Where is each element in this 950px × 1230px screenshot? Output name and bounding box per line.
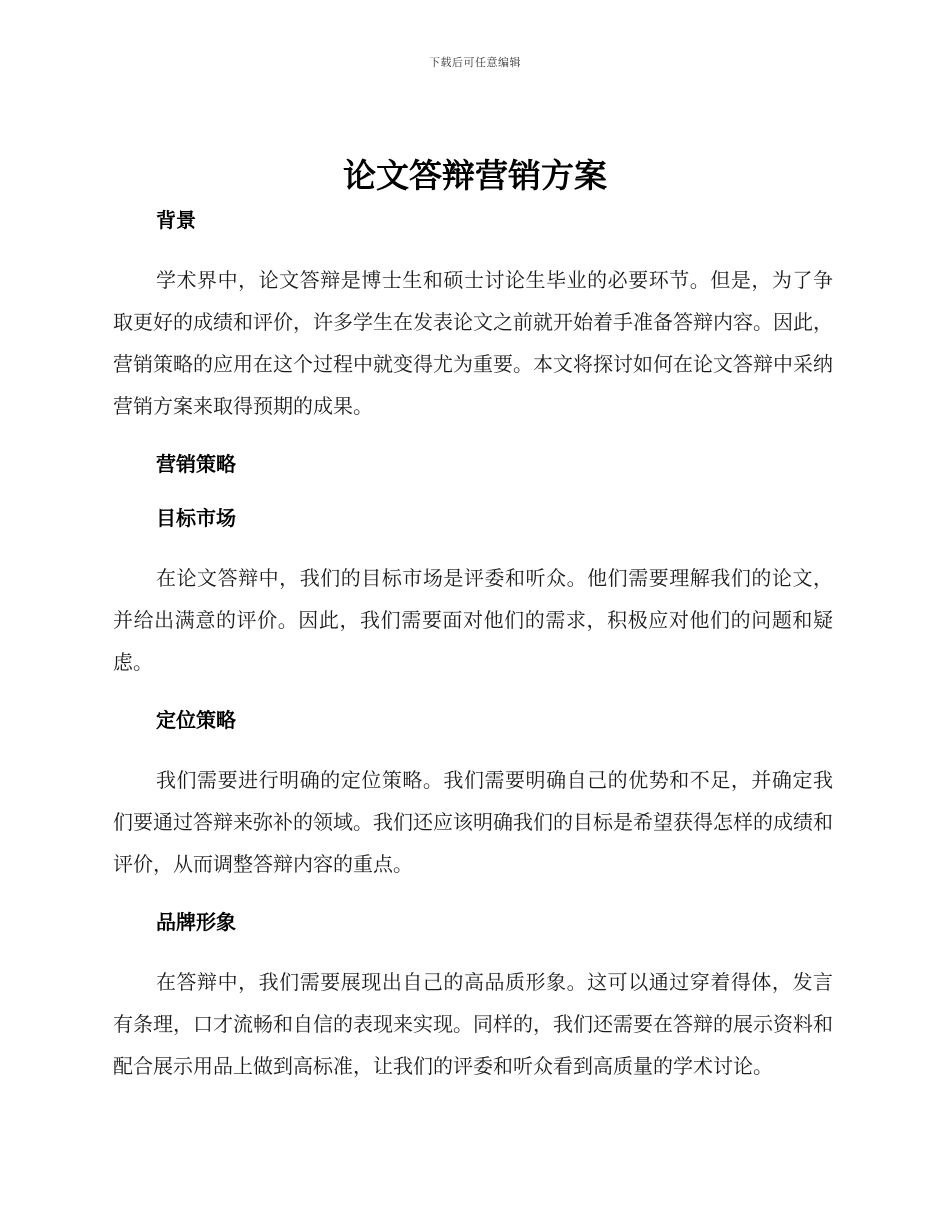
section-heading-background: 背景 [156,208,196,232]
document-body [113,205,833,1087]
header-note: 下载后可任意编辑 [429,56,521,69]
section-heading-strategy: 营销策略 [156,452,236,476]
paragraph-background: 学术界中，论文答辩是博士生和硕士讨论生毕业的必要环节。但是，为了争取更好的成绩和评价，许多学生在发表论文之前就开始着手准备答辩内容。因此，营销策略的应用在这个过程中就变得尤为重要。本文将探讨如何在论文答辩中采纳营销方案来取得预期的成果。 [113,268,833,418]
section-heading-brand-image: 品牌形象 [156,910,236,934]
paragraph-positioning: 我们需要进行明确的定位策略。我们需要明确自己的优势和不足，并确定我们要通过答辩来弥补的领域。我们还应该明确我们的目标是希望获得怎样的成绩和评价，从而调整答辩内容的重点。 [113,768,833,876]
document-title: 论文答辩营销方案 [343,156,607,195]
section-heading-target-market: 目标市场 [156,506,236,530]
paragraph-brand-image: 在答辩中，我们需要展现出自己的高品质形象。这可以通过穿着得体，发言有条理，口才流畅和自信的表现来实现。同样的，我们还需要在答辩的展示资料和配合展示用品上做到高标准，让我们的评委和听众看到高质量的学术讨论。 [113,970,833,1078]
section-heading-positioning: 定位策略 [156,708,236,732]
paragraph-target-market: 在论文答辩中，我们的目标市场是评委和听众。他们需要理解我们的论文，并给出满意的评价。因此，我们需要面对他们的需求，积极应对他们的问题和疑虑。 [113,566,833,674]
